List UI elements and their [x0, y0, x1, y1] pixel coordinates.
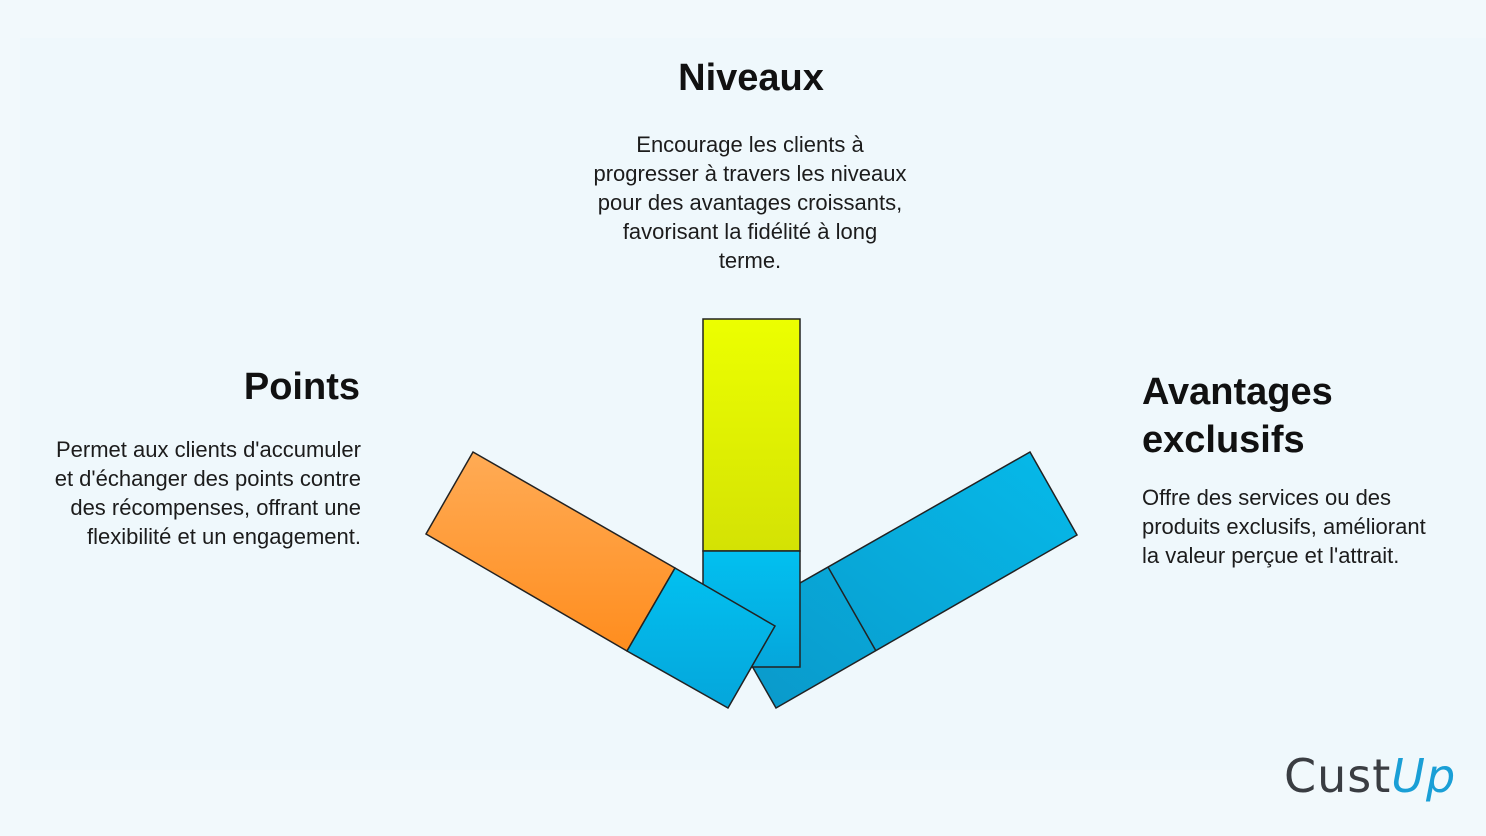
niveaux-description: Encourage les clients à progresser à travers les niveaux pour des avantages croissants, favorisant la fidélité à long terme. [593, 132, 907, 273]
logo-text-cust: Cust [1284, 749, 1392, 803]
niveaux-arm-yellow [703, 319, 800, 551]
logo-text-up: Up [1391, 749, 1457, 803]
avantages-description: Offre des services ou des produits exclusifs, améliorant la valeur perçue et l'attrait. [1142, 485, 1426, 568]
custup-logo [1284, 748, 1456, 804]
niveaux-title: Niveaux [678, 57, 824, 99]
points-description: Permet aux clients d'accumuler et d'échanger des points contre des récompenses, offrant une flexibilité et un engagement. [54, 437, 361, 549]
avantages-title: Avantages exclusifs [1142, 371, 1333, 461]
points-arm-orange [426, 452, 675, 651]
points-title: Points [243, 366, 360, 408]
